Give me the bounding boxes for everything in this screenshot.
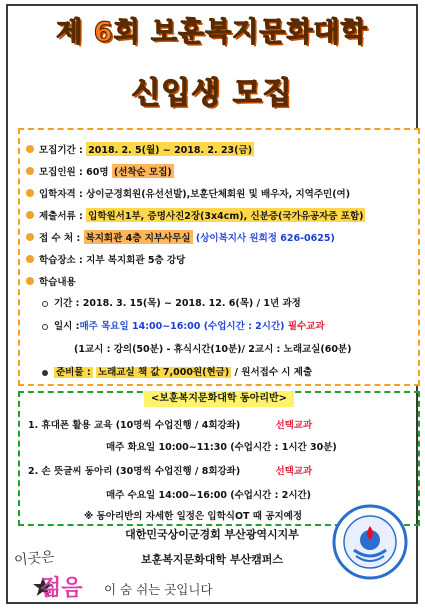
poster [6,4,418,604]
period-row: 모집기간 : 2018. 2. 5(월) ~ 2018. 2. 23(금) [26,142,254,156]
reception-value: 복지회관 4층 지부사무실 [84,230,193,244]
docs-row: 제출서류 : 입학원서1부, 증명사진2장(3x4cm), 신분증(국가유공자증 포함) [26,208,365,222]
bullet-icon [26,211,34,219]
club-item-2-tag: 선택교과 [275,466,313,477]
eligibility-row: 입학자격 : 상이군경회원(유선선발),보훈단체회원 및 배우자, 지역주민(여) [26,186,350,200]
bullet-icon [26,233,34,241]
slogan-prefix: 이곳은 [13,548,56,570]
circle-icon [42,324,48,330]
bullet-icon [26,189,34,197]
slogan-suffix: 이 숨 쉬는 곳입니다 [104,582,213,597]
bullet-icon [26,255,34,263]
org-name: 대한민국상이군경회 부산광역시지부 [125,528,299,541]
club-item-2: 2. 손 뜻글씨 동아리 (30명씩 수업진행 / 8회강좌) 선택교과 [28,466,313,477]
bullet-icon [26,277,34,285]
docs-value: 입학원서1부, 증명사진2장(3x4cm), 신분증(국가유공자증 포함) [86,208,365,222]
circle-icon [42,301,48,307]
info-box [18,128,420,386]
content-row: 학습내용 [26,274,76,288]
title-line-2: 신입생 모집 [131,76,293,111]
venue-row: 학습장소 : 지부 복지회관 5층 강당 [26,252,185,266]
bullet-icon [42,370,48,376]
club-item-2-time: 매주 수요일 14:00~16:00 (수업시간 : 2시간) [106,490,312,501]
bullet-icon [26,145,34,153]
count-row: 모집인원 : 60명 (선착순 모집) [26,164,174,178]
prep-line: 준비물 : 노래교실 책 값 7,000원(현금) / 원서접수 시 제출 [42,364,312,378]
bullet-icon [26,167,34,175]
schedule-line: 일시 :매주 목요일 14:00~16:00 (수업시간 : 2시간) 필수교과 [42,318,325,332]
campus-name: 보훈복지문화대학 부산캠퍼스 [141,553,283,566]
club-title: <보훈복지문화대학 동아리반> [144,391,294,407]
reception-row: 접 수 처 : 복지회관 4층 지부사무실 (상이복지사 원희정 626-0625) [26,230,335,244]
schedule-detail: (1교시 : 강의(50분) - 휴식시간(10분)/ 2교시 : 노래교실(60분) [74,344,352,355]
reception-contact: (상이복지사 원희정 626-0625) [195,233,335,244]
club-item-1-tag: 선택교과 [275,420,313,431]
emblem-logo [332,504,408,580]
slogan-highlight: 젊음 [40,575,83,601]
count-note: (선착순 모집) [112,164,174,178]
title-line-1: 제 6회 보훈복지문화대학 [56,17,368,48]
club-item-1: 1. 휴대폰 활용 교육 (10명씩 수업진행 / 4회강좌) 선택교과 [28,420,313,431]
club-note: ※ 동아리반의 자세한 일정은 입학식OT 때 공지예정 [84,511,302,522]
term-line: 기간 : 2018. 3. 15(목) ~ 2018. 12. 6(목) / 1년 과정 [42,295,301,309]
period-value: 2018. 2. 5(월) ~ 2018. 2. 23(금) [86,142,254,156]
club-item-1-time: 매주 화요일 10:00~11:30 (수업시간 : 1시간 30분) [106,442,337,453]
